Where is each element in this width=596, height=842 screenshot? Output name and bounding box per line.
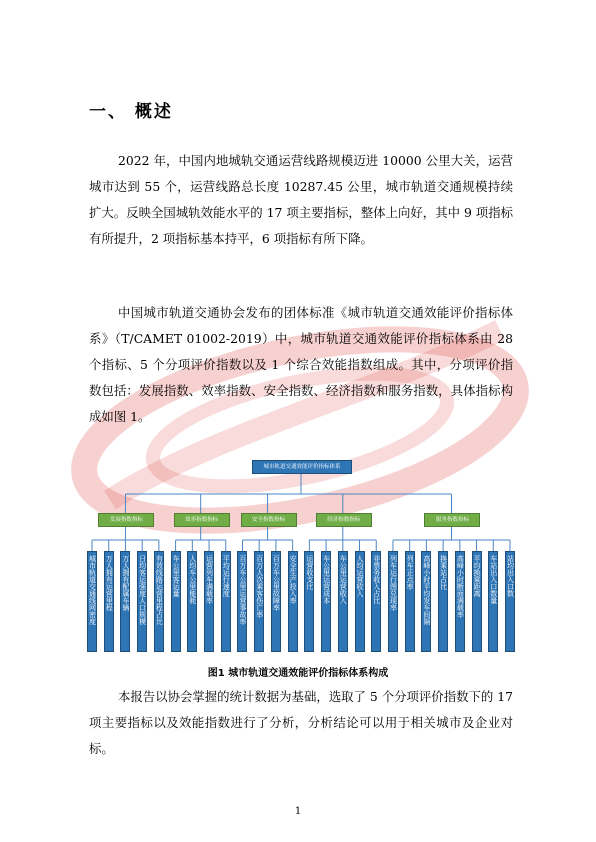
indicator-leaf: 运营列车满载率	[204, 551, 214, 652]
section-heading: 一、 概述	[89, 102, 173, 122]
indicator-leaf: 有效线路运营里程占比	[154, 551, 164, 652]
paragraph-overview: 2022 年，中国内地城轨交通运营线路规模迈进 10000 公里大关，运营城市达到 55 个，运营线路总长度 10287.45 公里，城市轨道交通规模持续扩大。反映全国城轨效能水平的 17 项主要指标，整体上向好，其中 9 项指标有所提升，2 项指标基本持平，6 项指标有所下降。	[89, 153, 513, 246]
indicator-leaf: 车公里运营收入	[338, 551, 348, 652]
indicator-leaf: 高峰小时断面满载率	[455, 551, 465, 652]
indicator-leaf: 人均运营收入	[355, 551, 365, 652]
indicator-leaf: 平均换乘距离	[472, 551, 482, 652]
diagram-root-node: 城市轨道交通效能评价指标体系	[252, 460, 352, 474]
indicator-leaf: 非票务收入占比	[371, 551, 381, 652]
index-node-3: 安全指数指标	[241, 513, 297, 527]
indicator-leaf: 万人拥有运营里程	[104, 551, 114, 652]
indicator-leaf: 车公里运营成本	[321, 551, 331, 652]
indicator-leaf: 城市轨道交通线网密度	[87, 551, 97, 652]
indicator-leaf: 人均车公里能耗	[187, 551, 197, 652]
paragraph-report-scope: 本报告以协会掌握的统计数据为基础，选取了 5 个分项评价指数下的 17 项主要指标以及效能指数进行了分析，分析结论可以用于相关城市及企业对标。	[89, 689, 513, 756]
indicator-system-diagram	[78, 460, 524, 660]
indicator-leaf: 换乘站占比	[438, 551, 448, 652]
indicator-leaf: 万人拥有配属车辆	[120, 551, 130, 652]
indicator-leaf: 平均运行速度	[221, 551, 231, 652]
indicator-leaf: 高峰小时平均发车间隔	[421, 551, 431, 652]
indicator-leaf: 日均客运强度人口规模	[137, 551, 147, 652]
index-node-2: 效率指数指标	[174, 513, 230, 527]
figure-caption: 图1 城市轨道交通效能评价指标体系构成	[207, 668, 389, 679]
index-node-1: 发展指数指标	[98, 513, 154, 527]
indicator-leaf: 列车运行图兑现率	[388, 551, 398, 652]
indicator-leaf: 百万人次乘客伤亡率	[254, 551, 264, 652]
indicator-leaf: 站均出入口数	[505, 551, 515, 652]
indicator-leaf: 运营收支比	[304, 551, 314, 652]
indicator-leaf: 车站出入口数量	[488, 551, 498, 652]
page-number: 1	[294, 806, 302, 817]
paragraph-standard: 中国城市轨道交通协会发布的团体标准《城市轨道交通效能评价指标体系》（T/CAMET 01002-2019）中，城市轨道交通效能评价指标体系由 28 个指标、5 个分项评价指数以及 1 个综合效能指数组成。其中，分项评价指数包括：发展指数、效率指数、安全指数、经济指数和服务指数，具体指标构成如图 1。	[89, 305, 513, 424]
indicator-leaf: 百万车公里运营事故率	[237, 551, 247, 652]
indicator-leaf: 百万车公里故障率	[271, 551, 281, 652]
index-node-4: 经济指数指标	[316, 513, 372, 527]
indicator-leaf: 列车正点率	[405, 551, 415, 652]
indicator-leaf: 车公里客运量	[171, 551, 181, 652]
index-node-5: 服务指数指标	[424, 513, 480, 527]
indicator-leaf: 安全生产投入率	[288, 551, 298, 652]
